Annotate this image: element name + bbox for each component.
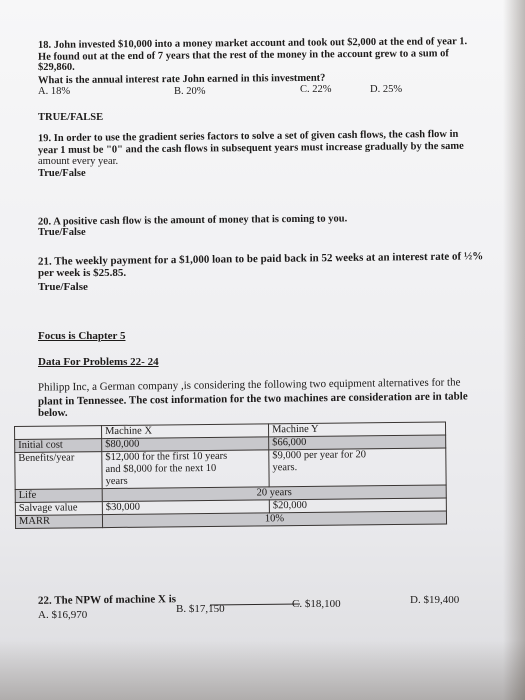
marr-value: 10% xyxy=(102,511,446,528)
q22-option-b: B. $17,150 xyxy=(176,603,225,615)
q18-option-b: B. 20% xyxy=(174,86,206,97)
q18-option-d: D. 25% xyxy=(370,84,403,95)
initial-cost-y: $66,000 xyxy=(269,435,446,450)
initial-cost-x: $80,000 xyxy=(102,437,269,452)
q22-option-a: A. $16,970 xyxy=(38,609,88,621)
salvage-y: $20,000 xyxy=(269,498,446,513)
q20-line1: 20. A positive cash flow is the amount of money that is coming to you. xyxy=(37,213,348,228)
intro-line3: below. xyxy=(38,407,68,419)
q19-line3: amount every year. xyxy=(38,156,119,167)
q21-line2: per week is $25.85. xyxy=(38,267,127,279)
salvage-x: $30,000 xyxy=(102,500,269,515)
q18-line4: What is the annual interest rate John earned in this investment? xyxy=(37,72,326,87)
q22-line1: 22. The NPW of machine X is xyxy=(37,593,177,607)
q19-line1: 19. In order to use the gradient series factors to solve a set of given cash flows, the cash flow in xyxy=(37,128,459,145)
machines-cost-table xyxy=(14,421,447,529)
machine-y-header: Machine Y xyxy=(268,422,445,437)
marr-label: MARR xyxy=(15,515,102,529)
benefits-x-line3: years xyxy=(105,475,128,488)
benefits-y-cell xyxy=(269,448,446,487)
section-true-false-heading: TRUE/FALSE xyxy=(38,112,104,123)
page-bottom-shadow xyxy=(0,640,525,700)
q22-option-c: C. $18,100 xyxy=(292,598,341,610)
focus-chapter-heading: Focus is Chapter 5 xyxy=(38,330,126,342)
q20-answer: True/False xyxy=(38,227,86,238)
benefits-label: Benefits/year xyxy=(15,452,102,490)
q21-answer: True/False xyxy=(38,281,88,293)
salvage-label: Salvage value xyxy=(15,502,102,516)
q18-line1: 18. John invested $10,000 into a money market account and took out $2,000 at the end of year 1. xyxy=(37,36,468,51)
benefits-x-cell xyxy=(102,450,269,489)
page-edge-shadow xyxy=(503,0,525,700)
benefits-y-line2: years. xyxy=(272,462,298,474)
benefits-x-line1: $12,000 for the first 10 years xyxy=(105,450,228,464)
q18-line2: He found out at the end of 7 years that the rest of the money in the account grew to a sum of xyxy=(37,48,449,63)
life-label: Life xyxy=(15,489,102,503)
benefits-x-line2: and $8,000 for the next 10 xyxy=(105,462,217,476)
benefits-y-line1: $9,000 per year for 20 xyxy=(272,449,366,462)
intro-line1: Philipp Inc, a German company ,is considering the following two equipment alternatives for the xyxy=(37,376,461,394)
table-corner-cell xyxy=(15,426,102,440)
q21-line1: 21. The weekly payment for a $1,000 loan to be paid back in 52 weeks at an interest rate of ½% xyxy=(37,250,484,268)
machine-x-header: Machine X xyxy=(102,424,269,439)
data-problems-heading: Data For Problems 22- 24 xyxy=(38,356,159,368)
q18-option-a: A. 18% xyxy=(38,86,71,97)
q18-line3: $29,860. xyxy=(38,62,75,73)
table-row-benefits xyxy=(15,448,446,490)
initial-cost-label: Initial cost xyxy=(15,439,102,453)
q19-line2: year 1 must be "0" and the cash flows in subsequent years must increase gradually by the same xyxy=(37,140,464,157)
q19-answer: True/False xyxy=(38,168,86,179)
intro-line2: plant in Tennessee. The cost information for the two machines are consideration are in table xyxy=(37,390,468,408)
life-value: 20 years xyxy=(102,485,446,502)
q22-option-d: D. $19,400 xyxy=(410,594,460,606)
q18-option-c: C. 22% xyxy=(300,84,332,95)
